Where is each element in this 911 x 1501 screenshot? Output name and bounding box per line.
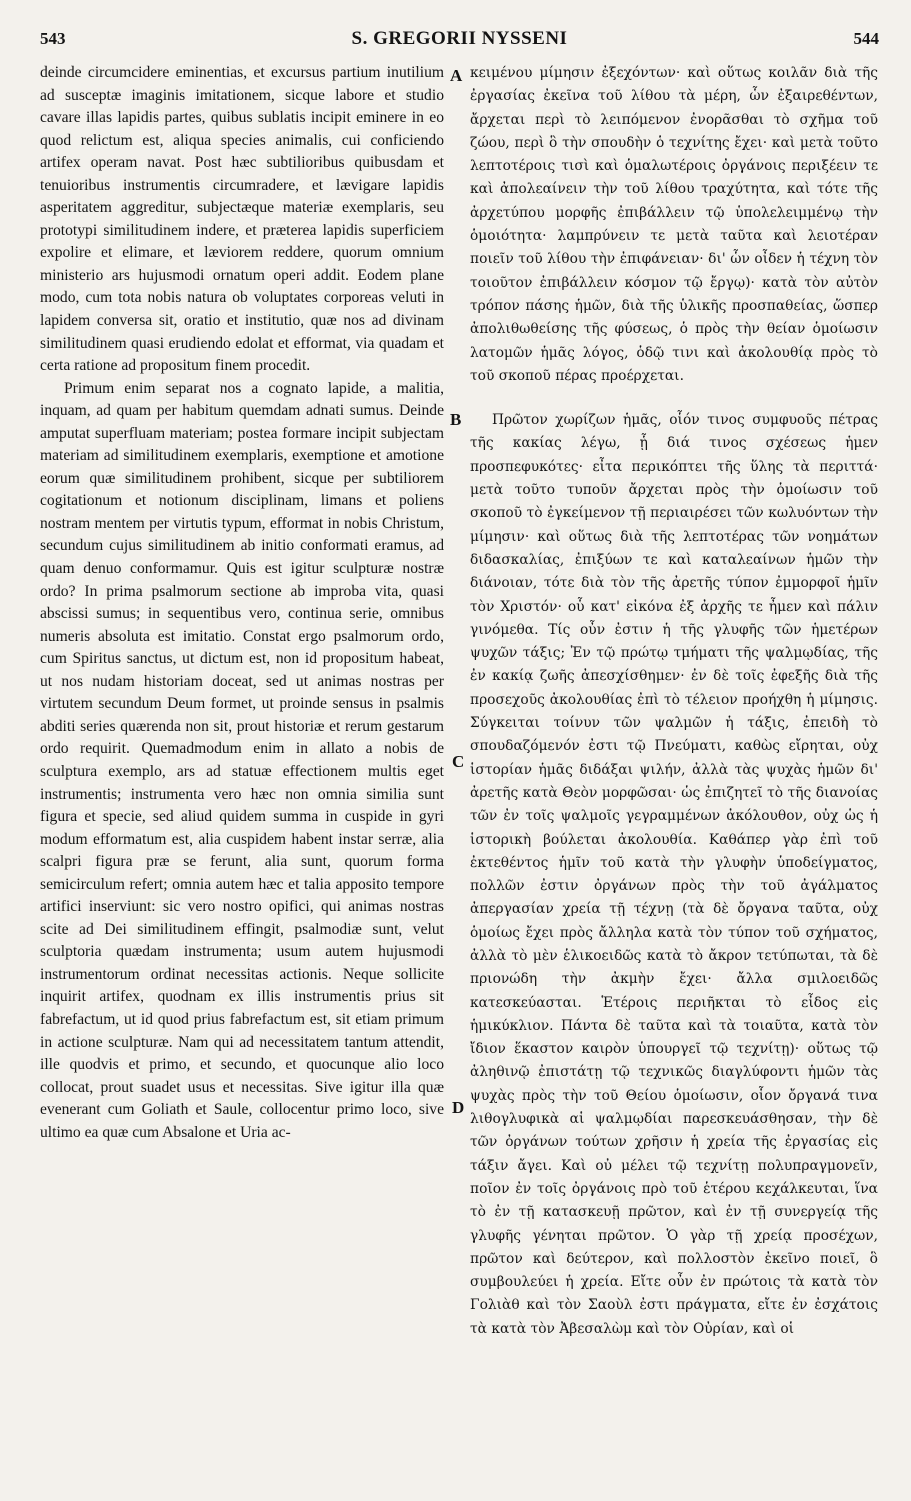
running-header — [40, 28, 879, 58]
margin-marker-c: C — [452, 752, 465, 771]
greek-paragraph-2: Πρῶτον χωρίζων ἡμᾶς, οἷόν τινος συμφυοῦς πέτρας τῆς κακίας λέγω, ᾗ διά τινος σχέσεως ἡμεν προσπεφυκότες· εἶτα περικόπτει τῆς ὕλης τὰ περιττά· μετὰ τοῦτο τυποῦν ἄρχεται πρὸς τὴν ὁμοίωσιν τοῦ σκοποῦ τὸ ἐγκείμενον τῇ περιαιρέσει τῶν κωλυόντων τὴν μίμησιν· καὶ οὕτως διὰ τῆς λεπτοτέρας τῶν νοημάτων διδασκαλίας, ἐπιξύων τε καὶ καταλεαίνων ἡμῶν τὴν διάνοιαν, τότε διὰ τὸν τῆς ἀρετῆς τύπον ἐμμορφοῖ ἡμῖν τὸν Χριστόν· οὗ κατ' εἰκόνα ἐξ ἀρχῆς τε ἦμεν καὶ πάλιν γινόμεθα. Τίς οὖν ἐστιν ἡ τῆς γλυφῆς τῶν ἡμετέρων ψυχῶν τάξις; Ἐν τῷ πρώτῳ τμήματι τῆς ψαλμῳδίας, τῆς ἐν κακίᾳ ζωῆς ἀπεσχίσθημεν· ἐν δὲ τοῖς ἐφεξῆς διὰ τῆς προσεχοῦς ἀκολουθίας ἐπὶ τὸ τέλειον προήχθη ἡ μίμησις. Σύγκειται τοίνυν τῶν ψαλμῶν ἡ τάξις, ἐπειδὴ τὸ σπουδαζόμενόν ἐστι τῷ Πνεύματι, καθὼς εἴρηται, οὐχ ἱστορίαν ἡμᾶς διδάξαι ψιλήν, ἀλλὰ τὰς ψυχὰς ἡμῶν δι' ἀρετῆς κατὰ Θεὸν μορφῶσαι· ὡς ἐπιζητεῖ τὸ τῆς διανοίας τῶν ἐν τοῖς ψαλμοῖς γεγραμμένων ἀκόλουθον, οὐχ ὡς ἡ ἱστορικὴ βούλεται ἀκολουθία. Καθάπερ γὰρ ἐπὶ τοῦ ἐκτεθέντος ἡμῖν τοῦ κατὰ τὴν γλυφὴν ὑποδείγματος, πολλῶν ἐστιν ὀργάνων πρὸς τὴν τοῦ ἀγάλματος ἀπεργασίαν χρεία τῇ τέχνῃ (τὰ δὲ ὄργανα ταῦτα, οὐχ ὁμοίως ἔχει πρὸς ἄλληλα κατὰ τὸν τύπον τοῦ σχήματος, ἀλλὰ τὸ μὲν ἑλικοειδῶς κατὰ τὸ ἄκρον τετύπωται, τὰ δὲ πριονώδη τὴν ἀκμὴν ἔχει· ἄλλα σμιλοειδῶς κατεσκεύασται. Ἑτέροις περιῆκται τὸ εἶδος εἰς ἡμικύκλιον. Πάντα δὲ ταῦτα καὶ τὰ τοιαῦτα, κατὰ τὸν ἴδιον ἕκαστον καιρὸν ὑπουργεῖ τῷ τεχνίτῃ)· οὕτως τῷ ἀληθινῷ ἐπιστάτῃ τῷ τεχνικῶς διαγλύφοντι ἡμῶν τὰς ψυχὰς πρὸς τὴν τοῦ Θείου ὁμοίωσιν, οἷον ὄργανά τινα λιθογλυφικὰ αἱ ψαλμῳδίαι παρεσκευάσθησαν, τὴν δὲ τῶν ὀργάνων τούτων χρῆσιν ἡ χρεία τῆς ἐργασίας εἰς τάξιν ἄγει. Καὶ οὐ μέλει τῷ τεχνίτῃ πολυπραγμονεῖν, ποῖον ἐν τοῖς ὀργάνοις πρὸ τοῦ ἑτέρου κεχάλκευται, ἵνα τὸ ἐν τῇ κατασκευῇ πρῶτον, καὶ ἐν τῇ συνεργείᾳ τῆς γλυφῆς γένηται πρῶτον. Ὁ γὰρ τῇ χρείᾳ προσέχων, πρῶτον καὶ δεύτερον, καὶ πολλοστὸν ἐκεῖνο ποιεῖ, ὃ συμβουλεύει ἡ χρεία. Εἴτε οὖν ἐν πρώτοις τὰ κατὰ τὸν Γολιὰθ καὶ τὸν Σαοὺλ ἐστι πράγματα, εἴτε ἐν ἐσχάτοις τὰ κατὰ τὸν Ἀβεσαλὼμ καὶ τὸν Οὐρίαν, καὶ οἱ — [470, 412, 878, 1337]
margin-marker-a: A — [450, 66, 463, 85]
latin-paragraph-2: Primum enim separat nos a cognato lapide, a malitia, inquam, ad quam per habitum quemdam adnati sumus. Deinde amputat superfluam materiam; postea formare incipit subjectam materiam ad similitudinem exemplaris, exemptione et amotione eorum quæ similitudinem prohibent, sicque per subtiliorem cogitationum et notionum disciplinam, limans et poliens nostram mentem per virtutis typum, efformat in nobis Christum, secundum cujus similitudinem ab initio conformati eramus, ad quam denuo conformamur. Quis est igitur sculpturæ nostræ ordo? In prima psalmorum sectione ab improba vita, quasi abscissi sumus; in sequentibus vero, continua serie, omnibus numeris absoluta est imitatio. Constat ergo psalmorum ordo, cum Spiritus sanctus, ut dictum est, non id propositum habeat, ut nos nudam historiam doceat, sed ut animas nostras per virtutem secundum Deum formet, ut proinde sensus in psalmis abditi series quærenda non sit, prout historiæ et rerum gestarum ordo requirit. Quemadmodum enim in allato a nobis de sculptura exemplo, ars ad statuæ effectionem multis eget instrumentis; instrumenta vero hæc non omnia similia sunt figura et specie, sed aliud quidem summa in cuspide in gyri modum efformatum est, alia cuspidem habent instar serræ, alia scalpri figura præ se ferunt, alia sunt, quorum forma semicirculum refert; omnia autem hæc et talia apposito tempore artifici inserviunt: sic vero nostro opifici, qui animas nostras scite ad Dei similitudinem effingit, psalmodiæ sunt, velut sculptoria quædam instrumenta; usum autem hujusmodi instrumentorum ordinat necessitas actionis. Neque sollicite inquirit artifex, quodnam ex illis instrumentis prius sit fabrefactum, ut id quod prius fabrefactum est, sit etiam primum in actione sculpturæ. Nam qui ad necessitatem tantum attendit, ille quodvis et primo, et secundo, et quocunque alio loco collocat, prout suadet usus et necessitas. Sive igitur illa quæ evenerant cum Goliath et Saule, collocentur primo loco, sive ultimo ea quæ cum Absalone et Uria ac- — [40, 379, 444, 1141]
margin-marker-d: D — [452, 1098, 465, 1117]
latin-paragraph-1: deinde circumcidere eminentias, et excursus partium inutilium ad susceptæ imaginis imitationem, sicque labore et studio cavare illas lapidis partes, quibus sublatis incipit eminere in eo quod relictum est, aliqua species animalis, cui conficiendo artifex operam navat. Post hæc subtilioribus quibusdam et tenuioribus instrumentis circumradere, et lævigare lapidis asperitatem aggreditur, subjectæque materiæ exemplaris, seu prototypi similitudinem indere, et præterea lapidis superficiem expolire et elimare, et læviorem reddere, quorum omnium ministerio ars hujusmodi ornatum operi addit. Eodem plane modo, cum tota nobis natura ob voluptates corporeas veluti in lapidem conversa sit, oratio et institutio, quæ nos ad divinam similitudinem quasi erudiendo edolat et efformat, via quadam et certa ratione ad propositum finem procedit. — [40, 64, 444, 375]
margin-marker-b: B — [450, 410, 462, 429]
greek-column — [470, 62, 878, 1341]
right-page-number: 544 — [853, 29, 879, 48]
latin-column — [40, 62, 444, 1144]
running-title: S. GREGORII NYSSENI — [351, 28, 568, 49]
greek-paragraph-1: κειμένου μίμησιν ἐξεχόντων· καὶ οὕτως κοιλᾶν διὰ τῆς ἐργασίας ἐκεῖνα τοῦ λίθου τὰ μέρη, ὧν ἐξαιρεθέντων, ἄρχεται περὶ τὸ λειπόμενον ἐνορᾶσθαι τὸ σχῆμα τοῦ ζώου, περὶ ὃ τὴν σπουδὴν ὁ τεχνίτης ἔχει· καὶ μετὰ τοῦτο λεπτοτέροις τισὶ καὶ ὁμαλωτέροις ὀργάνοις περιξέειν τε καὶ ἀπολεαίνειν τὴν τοῦ λίθου τραχύτητα, καὶ τότε τῆς ἀρχετύπου μορφῆς ἐπιβάλλειν τῷ ὑπολελειμμένῳ τὴν ὁμοιότητα· λαμπρύνειν τε μετὰ ταῦτα καὶ λειοτέραν ποιεῖν τοῦ λίθου τὴν ἐπιφάνειαν· δι' ὧν οἶδεν ἡ τέχνη τὸν τοιοῦτον ἐπιβάλλειν κόσμον τῷ ἔργῳ)· κατὰ τὸν αὐτὸν τρόπον πάσης ἡμῶν, διὰ τῆς ὑλικῆς προσπαθείας, ὥσπερ ἀπολιθωθείσης τῆς φύσεως, ὁ πρὸς τὴν θείαν ὁμοίωσιν λατομῶν ἡμᾶς λόγος, ὁδῷ τινι καὶ ἀκολουθίᾳ πρὸς τὸ τοῦ σκοποῦ πέρας προέρχεται. — [470, 65, 878, 384]
left-page-number: 543 — [40, 29, 66, 48]
